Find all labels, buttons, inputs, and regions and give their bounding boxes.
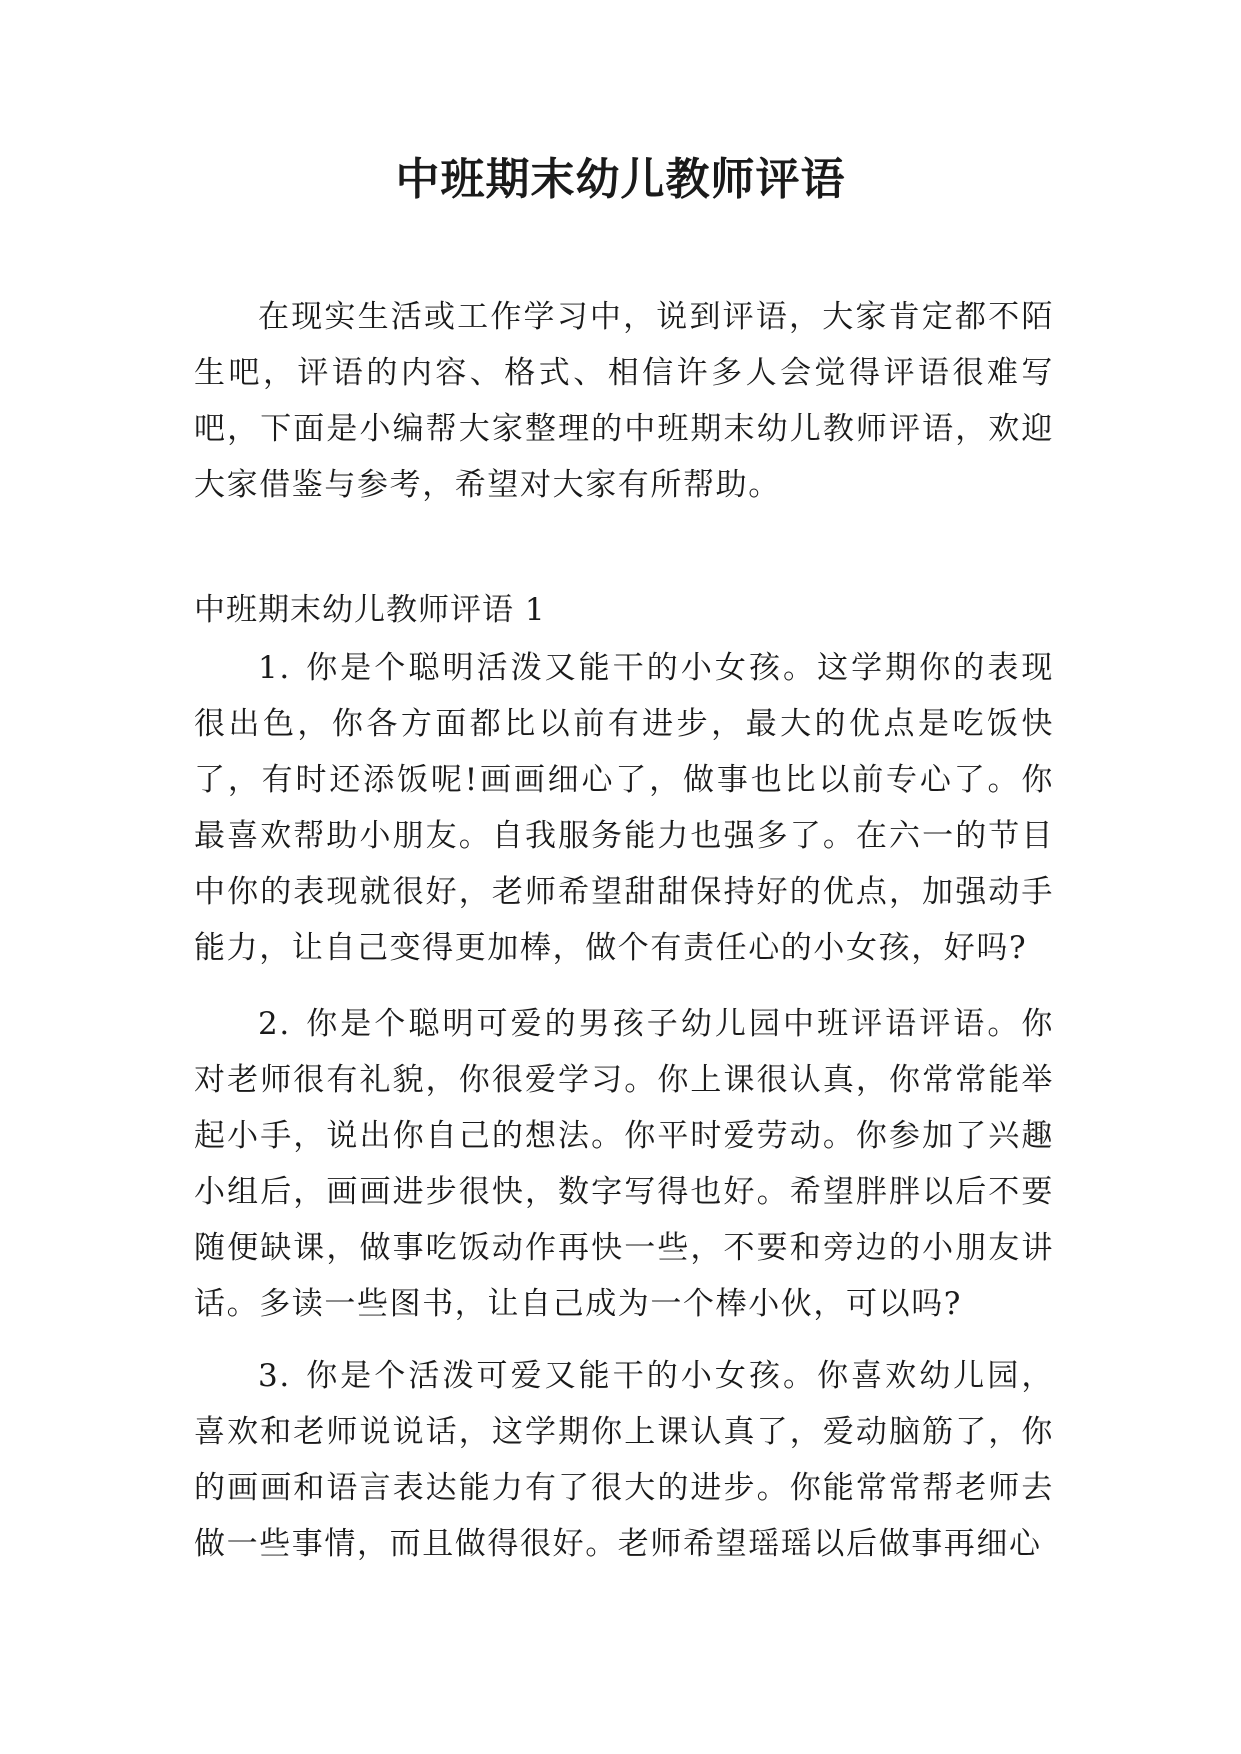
section-heading: 中班期末幼儿教师评语 1 [194, 592, 546, 628]
list-item [194, 640, 1054, 976]
document-title: 中班期末幼儿教师评语 [395, 154, 846, 205]
list-item [194, 1348, 1054, 1572]
item-number: 1. [258, 650, 291, 686]
item-number: 3. [258, 1358, 291, 1394]
item-text: 你是个活泼可爱又能干的小女孩。你喜欢幼儿园，喜欢和老师说说话，这学期你上课认真了，爱动脑筋了，你的画画和语言表达能力有了很大的进步。你能常常帮老师去做一些事情，而且做得很好。老师希望瑶瑶以后做事再细心 [194, 1358, 1054, 1562]
list-item [194, 996, 1054, 1332]
intro-paragraph: 在现实生活或工作学习中，说到评语，大家肯定都不陌生吧，评语的内容、格式、相信许多人会觉得评语很难写吧，下面是小编帮大家整理的中班期末幼儿教师评语，欢迎大家借鉴与参考，希望对大家有所帮助。 [194, 299, 1054, 503]
item-number: 2. [258, 1006, 291, 1042]
item-text: 你是个聪明可爱的男孩子幼儿园中班评语评语。你对老师很有礼貌，你很爱学习。你上课很认真，你常常能举起小手，说出你自己的想法。你平时爱劳动。你参加了兴趣小组后，画画进步很快，数字写得也好。希望胖胖以后不要随便缺课，做事吃饭动作再快一些，不要和旁边的小朋友讲话。多读一些图书，让自己成为一个棒小伙，可以吗? [194, 1006, 1054, 1322]
item-text: 你是个聪明活泼又能干的小女孩。这学期你的表现很出色，你各方面都比以前有进步，最大的优点是吃饭快了，有时还添饭呢!画画细心了，做事也比以前专心了。你最喜欢帮助小朋友。自我服务能力也强多了。在六一的节目中你的表现就很好，老师希望甜甜保持好的优点，加强动手能力，让自己变得更加棒，做个有责任心的小女孩，好吗? [194, 650, 1054, 966]
